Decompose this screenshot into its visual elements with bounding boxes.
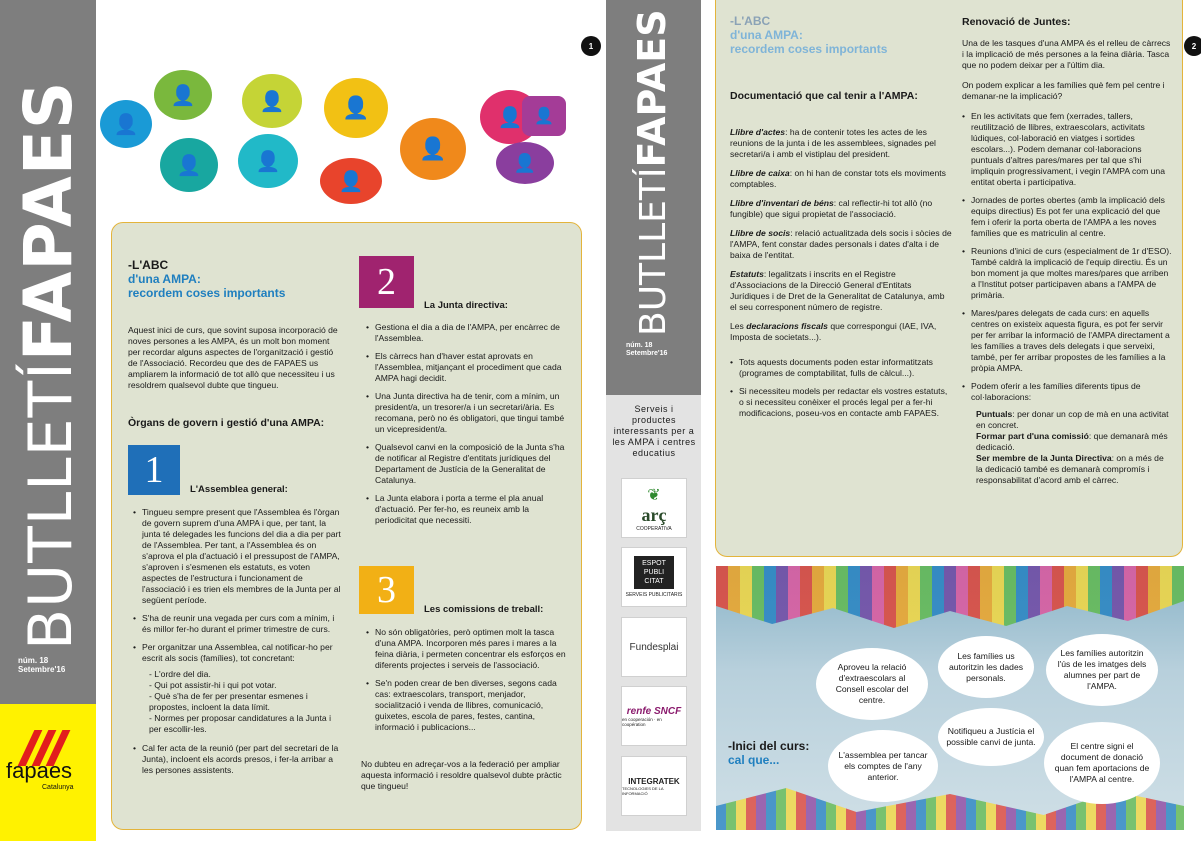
bubble-purple [496, 142, 554, 184]
person-icon: 👤 [176, 154, 202, 177]
section2-list [366, 322, 568, 533]
renov-column [962, 38, 1172, 486]
doc-entry [730, 228, 952, 261]
sponsor-sub: TECNOLOGIES DE LA INFORMACIÓ [622, 785, 664, 796]
sidebar-issue [626, 342, 667, 358]
doc-text: : cal reflectir-hi tot allò (no fungible) que sigui propietat de l'associació. [730, 198, 933, 219]
section3-item: • No són obligatòries, però optimen molt la tasca d'una AMPA. Incorporen més pares i mares a la feina diària, i permeten concentrar els esforços en diferents projectes i serveis de l'associació. [366, 627, 568, 671]
section2-item: • Gestiona el dia a dia de l'AMPA, per encàrrec de l'Assemblea. [366, 322, 568, 344]
renov-para: On podem explicar a les famílies què fem pel centre i demanar-ne la implicació? [962, 80, 1165, 101]
page1-heading-pre: -L'ABC [128, 258, 169, 272]
organs-title: Òrgans de govern i gestió d'una AMPA: [128, 417, 325, 429]
collab-term: Formar part d'una comissió [976, 431, 1089, 441]
doc-text: : on hi han de constar tots els moviments comptables. [730, 168, 946, 189]
doc-term: Llibre de socis [730, 228, 791, 238]
sponsor-sub: COOPERATIVA [636, 525, 672, 532]
collab-entry [976, 409, 1172, 431]
bubble-magenta [522, 96, 566, 136]
person-icon: 👤 [255, 150, 281, 173]
sponsor-arc[interactable] [621, 478, 687, 538]
person-icon: 👤 [113, 113, 139, 136]
doc-term: Llibre d'actes [730, 127, 786, 137]
page1-heading-line2: recordem coses importants [128, 286, 286, 300]
leaf-icon: ❦ [647, 486, 661, 504]
sponsor-name: Fundesplai [629, 641, 679, 653]
sidebar-services-text: Serveis i productes interessants per a les AMPA i centres educatius [612, 404, 696, 458]
fapaes-logo-block [0, 704, 96, 841]
bubble-cyan [238, 134, 298, 188]
page1-band-title-bold: FAPAES [10, 80, 87, 362]
section1-item: • S'ha de reunir una vegada per curs com a mínim, i és millor fer-ho durant el primer trimestre de curs. [133, 613, 343, 635]
renov-item: • Mares/pares delegats de cada curs: en aquells centres on existeix aquesta figura, es pot fer servir per fer arribar la informació de l'AMPA directament a les famílies a traves dels delegats i que serveixi, també, per fer arribar propostes de les famílies a la pròpia AMPA. [962, 308, 1172, 374]
doc-text: : ha de contenir totes les actes de les reunions de la junta i de les assemblees, signades pel secretari/a i amb el vistiplau del president. [730, 127, 936, 159]
fapaes-logo-text: fapaes [6, 758, 73, 783]
doc-entry [730, 269, 952, 313]
bubble-blue [100, 100, 152, 148]
person-icon: 👤 [259, 90, 285, 113]
doc-entry [730, 168, 952, 190]
inici-line2: cal que... [728, 753, 780, 767]
collab-term: Ser membre de la Junta Directiva [976, 453, 1112, 463]
inici-heading [728, 739, 809, 767]
bubble-teal [160, 138, 218, 192]
collab-entry [976, 453, 1172, 486]
page1-band-title-light: BUTLLETÍ [16, 361, 86, 650]
sponsor-integratek[interactable] [621, 756, 687, 816]
person-icon: 👤 [497, 106, 523, 129]
section3-title: Les comissions de treball: [424, 604, 544, 615]
page2-number: 2 [1184, 36, 1201, 56]
cloud-6: El centre signi el document de donació quan fem aportacions de l'AMPA al centre. [1044, 722, 1160, 804]
page1-closing: No dubteu en adreçar-vos a la federació per ampliar aquesta informació i resoldre qualsevol dubte pràctic que tingueu! [361, 759, 562, 791]
bubble-red [320, 158, 382, 204]
fapaes-logo-sub: Catalunya [42, 784, 74, 791]
sponsor-fundesplai[interactable] [621, 617, 687, 677]
sponsor-renfe[interactable] [621, 686, 687, 746]
section1-sublist [133, 669, 343, 735]
person-icon: 👤 [419, 136, 447, 161]
doc-term: Llibre d'inventari de béns [730, 198, 834, 208]
sponsor-sub: en cooperación · en coopération [622, 716, 662, 727]
doc-term: Estatuts [730, 269, 764, 279]
page1-heading [128, 258, 358, 300]
sublist-item: - L'ordre del dia. [149, 669, 211, 679]
page2-heading [730, 14, 950, 56]
sublist-item: - Qui pot assistir-hi i qui pot votar. [149, 680, 277, 690]
person-icon: 👤 [342, 95, 370, 120]
doc-entry [730, 127, 952, 160]
page1-issue-date: Setembre'16 [18, 665, 66, 674]
bubble-green [154, 70, 212, 120]
sponsor-espot[interactable] [621, 547, 687, 607]
person-icon: 👤 [338, 170, 364, 193]
section3-item: • Se'n poden crear de ben diverses, segons cada cas: extraescolars, transport, menjador, socialització i venda de llibres, comunicació, guixetes, escola de pares, festes, cantina, informació i publicacions... [366, 678, 568, 733]
sidebar-title [630, 9, 674, 336]
sponsor-name: INTEGRATEK [628, 776, 680, 786]
sponsor-name: ESPOT PUBLI CITAT [634, 556, 674, 589]
page1-issue [18, 656, 65, 674]
bubble-yellow [324, 78, 388, 138]
docs-title: Documentació que cal tenir a l'AMPA: [730, 90, 918, 102]
sidebar-title-bold: FAPAES [630, 9, 674, 168]
page1-issue-number: núm. 18 [18, 656, 49, 665]
doc-entry [730, 321, 952, 343]
doc-term: declaracions fiscals [746, 321, 828, 331]
speech-bubbles-illustration [100, 30, 580, 210]
section3-number: 3 [359, 566, 414, 614]
sidebar-issue-number: núm. 18 [626, 342, 653, 349]
section2-item: • Una Junta directiva ha de tenir, com a mínim, un president/a, un tresorer/a i un secretari/ària. Es recomana, però no és obligatori, que tingui també un vicepresident/a. [366, 391, 568, 435]
sublist-item: - Què s'ha de fer per presentar esmenes i propostes, incloent la data límit. [149, 691, 308, 712]
renov-title: Renovació de Juntes: [962, 16, 1071, 28]
sidebar-title-light: BUTLLETÍ [633, 167, 674, 336]
bubble-orange [400, 118, 466, 180]
renov-para: Una de les tasques d'una AMPA és el relleu de càrrecs i la implicació de més persones a la feina diària. Tasca que no podem deixar per a l'últim dia. [962, 38, 1171, 70]
section2-item: • Qualsevol canvi en la composició de la Junta s'ha de notificar al Registre d'entitats jurídiques del Departament de Justícia de la Generalitat de Catalunya. [366, 442, 568, 486]
cloud-1: Aproveu la relació d'extraescolars al Consell escolar del centre. [816, 648, 928, 720]
page1-heading-line1: d'una AMPA: [128, 272, 201, 286]
doc-term: Llibre de caixa [730, 168, 790, 178]
section1-title: L'Assemblea general: [190, 484, 288, 495]
collab-text: : que demanarà més dedicació. [976, 431, 1168, 452]
page2-heading-line2: recordem coses importants [730, 42, 888, 56]
sublist-item: - Normes per proposar candidatures a la Junta i per escollir-les. [149, 713, 331, 734]
cloud-4: Notifiqueu a Justícia el possible canvi de junta. [938, 708, 1044, 766]
section2-title: La Junta directiva: [424, 300, 508, 311]
renov-item: • Jornades de portes obertes (amb la implicació dels equips directius) Es pot fer una explicació del que fem i oferir la porta oberta de l'AMPA a les noves famílies que es matriculin al centre. [962, 195, 1172, 239]
section2-item: • La Junta elabora i porta a terme el pla anual d'actuació. Per fer-ho, es reuneix amb la periodicitat que necessiti. [366, 493, 568, 526]
renov-item: • En les activitats que fem (xerrades, tallers, reutilització de llibres, extraescolars, activitats lúdiques, col·laboració en viatges i sortides escolars...). Podem demanar col·laboracions puntuals d'altres pares/mares per tal que s'hi impliquin progressivament, i vegin l'AMPA com una entitat oberta i participativa. [962, 111, 1172, 188]
cloud-2: Les famílies us autoritzin les dades personals. [938, 636, 1034, 698]
cloud-3: Les famílies autoritzin l'ús de les imatges dels alumnes per part de l'AMPA. [1046, 634, 1158, 706]
page2-heading-pre: -L'ABC [730, 14, 771, 28]
docs-item: • Si necessiteu models per redactar els vostres estatuts, o si necessiteu conèixer el procés legal per a fer-hi modificacions, poseu-vos en contacte amb FAPAES. [730, 386, 952, 419]
page1-band-title [10, 80, 87, 650]
section1-list [133, 507, 343, 783]
collab-text: : on a més de la dedicació també es demanarà compromís i responsabilitat d'acord amb el càrrec. [976, 453, 1164, 485]
section1-number: 1 [128, 445, 180, 495]
page2-heading-line1: d'una AMPA: [730, 28, 803, 42]
collab-list [962, 409, 1172, 486]
sponsor-name: arç [641, 504, 667, 525]
page1-intro: Aquest inici de curs, que sovint suposa incorporació de noves persones a les AMPA, és un molt bon moment per recordar alguns aspectes de l'organització i gestió de l'Associació. Recordeu que des de FAPAES us ampliarem la informació de tot allò que necessiteu i us resoldrem qualsevol dubte que tingueu. [128, 325, 338, 390]
sidebar-issue-date: Setembre'16 [626, 350, 668, 357]
doc-text: : relació actualitzada dels socis i sòcies de l'AMPA, fent constar dades personals i dates d'alta i de baixa de l'entitat. [730, 228, 952, 260]
docs-list [730, 127, 952, 426]
cloud-5: L'assemblea per tancar els comptes de l'any anterior. [828, 730, 938, 802]
collab-text: : per donar un cop de mà en una activitat en concret. [976, 409, 1169, 430]
sponsor-name: renfe SNCF [626, 705, 682, 717]
section2-number: 2 [359, 256, 414, 308]
page1-number: 1 [581, 36, 601, 56]
renov-item: • Reunions d'inici de curs (especialment de 1r d'ESO). També caldrà la implicació de l'equip directiu. És un bon moment ja que moltes mares/pares que arriben a l'Institut potser participaven abans a l'AMPA de primària. [962, 246, 1172, 301]
doc-pre: Les [730, 321, 747, 331]
person-icon: 👤 [513, 152, 537, 173]
collab-entry [976, 431, 1172, 453]
doc-entry [730, 198, 952, 220]
section1-item: • Tingueu sempre present que l'Assemblea és l'òrgan de govern suprem d'una AMPA i que, per tant, la junta té delegades les funcions del dia a dia per part de l'Assemblea. Per tant, a l'Assemblea és on s'aprova el pla d'actuació i el pressupost de l'AMPA, s'aproven i s'esmenen els estatuts, es voten aspectes de l'estructura i funcionament de l'associació i es trien els membres de la Junta per al següent període. [133, 507, 343, 606]
doc-text: : legalitzats i inscrits en el Registre d'Associacions de la Direcció General d'Entitats Jurídiques i de Dret de la Generalitat de Catalunya, amb el seu corresponent número de registre. [730, 269, 945, 312]
inici-line1: -Inici del curs: [728, 739, 810, 753]
section1-item: • Per organitzar una Assemblea, cal notificar-ho per escrit als socis (famílies), tot concretant: [133, 642, 343, 664]
renov-item: • Podem oferir a les famílies diferents tipus de col·laboracions: [962, 381, 1172, 403]
docs-item: • Tots aquests documents poden estar informatitzats (programes de comptabilitat, fulls de càlcul...). [730, 357, 952, 379]
sponsor-sub: SERVEIS PUBLICITARIS [625, 592, 683, 598]
section3-list [366, 627, 568, 740]
section1-item-last: • Cal fer acta de la reunió (per part del secretari de la Junta), incloent els acords presos, i fer-la arribar a les persones assistents. [133, 743, 343, 776]
doc-text: que correspongui (IAE, IVA, Imposta de societats...). [730, 321, 937, 342]
section2-item: • Els càrrecs han d'haver estat aprovats en l'Assemblea, mitjançant el procediment que cada AMPA hagi decidit. [366, 351, 568, 384]
person-icon: 👤 [170, 84, 196, 107]
person-icon: 👤 [534, 108, 554, 125]
collab-term: Puntuals [976, 409, 1013, 419]
bubble-lime [242, 74, 302, 128]
